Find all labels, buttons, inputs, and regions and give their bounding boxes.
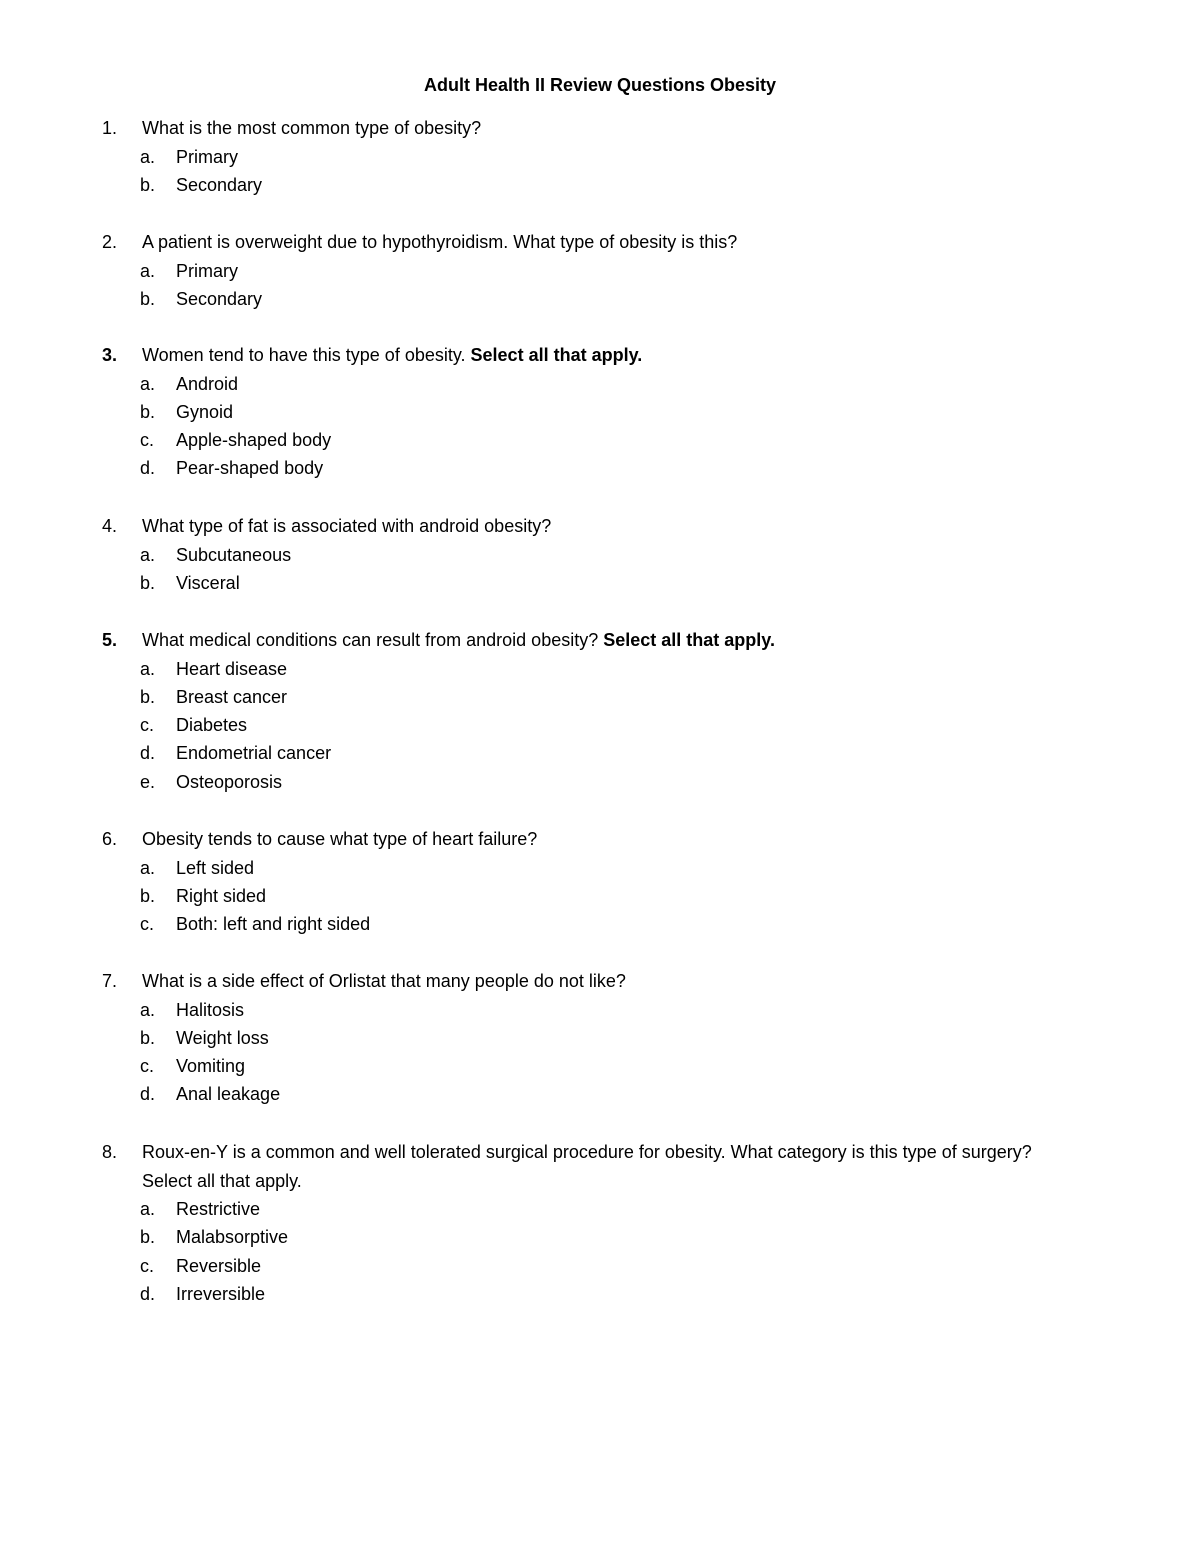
question-2 (102, 228, 1142, 313)
option-text: Primary (176, 146, 238, 167)
question-1 (102, 114, 1142, 199)
question-number: 6. (102, 829, 118, 849)
option-text: Right sided (176, 885, 267, 906)
answer-option[interactable] (102, 768, 1142, 796)
question-line (102, 1138, 1142, 1167)
answer-options (102, 996, 1142, 1109)
question-text (142, 967, 1142, 996)
question-text (142, 512, 1142, 541)
option-letter: b. (140, 686, 156, 707)
answer-options (102, 143, 1142, 200)
question-text (142, 114, 1142, 143)
answer-options (102, 370, 1142, 483)
answer-option[interactable] (102, 1252, 1142, 1280)
answer-options (102, 541, 1142, 598)
option-text: Diabetes (176, 715, 248, 736)
option-letter: b. (140, 1027, 156, 1048)
question-6 (102, 825, 1142, 938)
option-text: Both: left and right sided (176, 914, 371, 935)
option-letter: c. (140, 1056, 155, 1077)
question-stem: Women tend to have this type of obesity. (142, 345, 471, 365)
question-stem: Roux-en-Y is a common and well tolerated surgical procedure for obesity. What category is this type of surgery? (142, 1142, 1032, 1162)
question-line (102, 228, 1142, 257)
answer-option[interactable] (102, 1280, 1142, 1308)
answer-option[interactable] (102, 1195, 1142, 1223)
question-number: 1. (102, 118, 118, 138)
answer-option[interactable] (102, 541, 1142, 569)
option-letter: c. (140, 1255, 155, 1276)
answer-option[interactable] (102, 711, 1142, 739)
option-text: Endometrial cancer (176, 743, 332, 764)
option-text: Malabsorptive (176, 1227, 289, 1248)
option-letter: a. (140, 999, 156, 1020)
option-letter: a. (140, 260, 156, 281)
option-letter: b. (140, 572, 156, 593)
question-stem: What is the most common type of obesity? (142, 118, 482, 138)
option-letter: a. (140, 1199, 156, 1219)
question-stem: Obesity tends to cause what type of heart failure? (142, 829, 538, 849)
option-text: Irreversible (176, 1283, 266, 1304)
option-letter: d. (140, 458, 156, 479)
answer-option[interactable] (102, 655, 1142, 683)
option-letter: a. (140, 146, 156, 167)
question-number: 4. (102, 516, 118, 536)
question-4 (102, 512, 1142, 597)
answer-option[interactable] (102, 426, 1142, 454)
option-text: Osteoporosis (176, 771, 283, 792)
answer-options (102, 854, 1142, 939)
question-line (102, 512, 1142, 541)
question-number: 3. (102, 345, 118, 365)
option-text: Vomiting (176, 1056, 246, 1077)
question-line (102, 341, 1142, 370)
question-stem: A patient is overweight due to hypothyroidism. What type of obesity is this? (142, 232, 738, 252)
answer-option[interactable] (102, 882, 1142, 910)
answer-option[interactable] (102, 683, 1142, 711)
option-letter: c. (140, 715, 155, 736)
answer-option[interactable] (102, 398, 1142, 426)
answer-option[interactable] (102, 1052, 1142, 1080)
option-letter: b. (140, 288, 156, 309)
document-title: Adult Health II Review Questions Obesity (423, 75, 777, 95)
option-letter: a. (140, 658, 156, 679)
option-letter: b. (140, 401, 156, 422)
option-text: Visceral (176, 572, 240, 593)
answer-option[interactable] (102, 1223, 1142, 1251)
question-text (142, 1138, 1142, 1167)
option-letter: b. (140, 885, 156, 906)
option-text: Secondary (176, 174, 263, 195)
answer-options (102, 655, 1142, 796)
select-all-instruction: Select all that apply. (470, 345, 643, 365)
answer-option[interactable] (102, 996, 1142, 1024)
answer-option[interactable] (102, 257, 1142, 285)
option-text: Android (176, 373, 239, 394)
option-text: Pear-shaped body (176, 458, 324, 479)
question-stem: What medical conditions can result from android obesity? (142, 630, 604, 650)
option-letter: d. (140, 1084, 156, 1105)
option-text: Apple-shaped body (176, 430, 332, 451)
answer-option[interactable] (102, 1080, 1142, 1108)
answer-option[interactable] (102, 143, 1142, 171)
option-letter: b. (140, 1227, 156, 1248)
option-text: Heart disease (176, 658, 288, 679)
answer-option[interactable] (102, 171, 1142, 199)
question-line (102, 114, 1142, 143)
option-letter: a. (140, 373, 156, 394)
option-text: Anal leakage (176, 1084, 281, 1105)
answer-option[interactable] (102, 454, 1142, 482)
option-text: Left sided (176, 857, 255, 878)
option-text: Reversible (176, 1255, 262, 1276)
option-letter: a. (140, 544, 156, 565)
option-letter: d. (140, 1283, 156, 1304)
question-text (142, 341, 1142, 370)
answer-option[interactable] (102, 854, 1142, 882)
option-letter: e. (140, 771, 156, 792)
question-number: 7. (102, 971, 118, 991)
question-number: 2. (102, 232, 118, 252)
answer-option[interactable] (102, 370, 1142, 398)
select-all-instruction: Select all that apply. (142, 1170, 302, 1191)
question-text (142, 825, 1142, 854)
option-text: Weight loss (176, 1027, 269, 1048)
select-all-instruction: Select all that apply. (603, 630, 775, 650)
question-line (102, 626, 1142, 655)
question-text (142, 626, 1142, 655)
option-text: Breast cancer (176, 686, 288, 707)
question-3 (102, 341, 1142, 483)
option-letter: a. (140, 857, 156, 878)
option-letter: b. (140, 174, 156, 195)
option-text: Subcutaneous (176, 544, 292, 565)
answer-options (102, 257, 1142, 314)
answer-option[interactable] (102, 739, 1142, 767)
question-8 (102, 1138, 1142, 1308)
answer-option[interactable] (102, 285, 1142, 313)
answer-option[interactable] (102, 1024, 1142, 1052)
option-letter: d. (140, 743, 156, 764)
option-letter: c. (140, 914, 155, 935)
question-stem: What type of fat is associated with android obesity? (142, 516, 552, 536)
option-text: Gynoid (176, 401, 234, 422)
question-5 (102, 626, 1142, 796)
option-text: Restrictive (176, 1199, 261, 1219)
option-letter: c. (140, 430, 155, 451)
question-line (102, 825, 1142, 854)
question-number: 8. (102, 1142, 118, 1162)
question-text (142, 228, 1142, 257)
answer-options (102, 1195, 1142, 1308)
answer-option[interactable] (102, 910, 1142, 938)
question-line (102, 967, 1142, 996)
option-text: Halitosis (176, 999, 245, 1020)
question-stem: What is a side effect of Orlistat that many people do not like? (142, 971, 626, 991)
question-number: 5. (102, 630, 118, 650)
question-7 (102, 967, 1142, 1109)
option-text: Primary (176, 260, 238, 281)
option-text: Secondary (176, 288, 263, 309)
answer-option[interactable] (102, 569, 1142, 597)
